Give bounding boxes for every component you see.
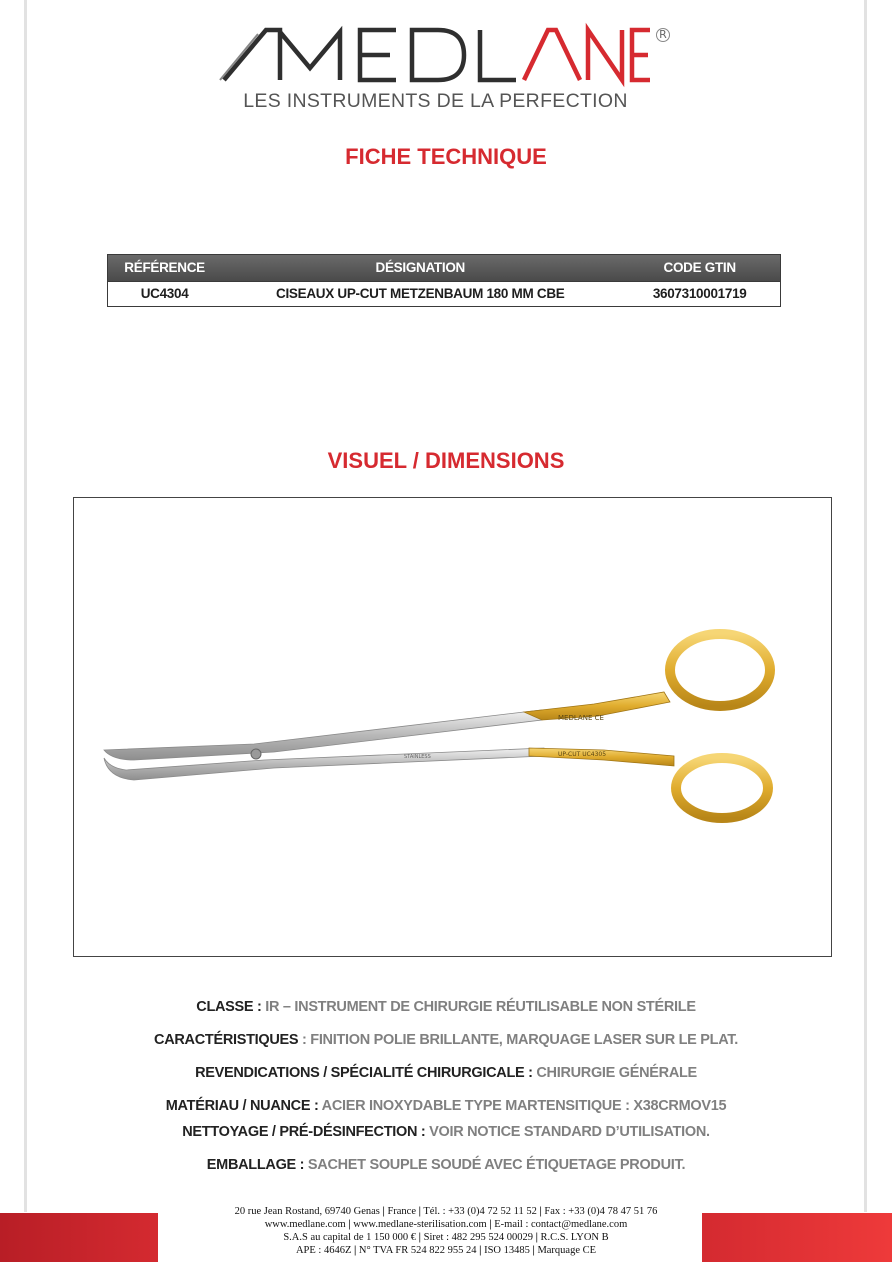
cell-designation: CISEAUX UP-CUT METZENBAUM 180 MM CBE bbox=[276, 286, 565, 301]
spec-classe: CLASSE : IR – INSTRUMENT DE CHIRURGIE RÉUTILISABLE NON STÉRILE bbox=[196, 999, 696, 1015]
brand-tagline: LES INSTRUMENTS DE LA PERFECTION bbox=[243, 90, 628, 112]
header-designation: DÉSIGNATION bbox=[375, 260, 465, 275]
reference-table bbox=[107, 254, 781, 307]
engraving-top: MEDLANE CE bbox=[558, 714, 604, 722]
engraving-bottom: UP-CUT UC4305 bbox=[558, 751, 607, 758]
scissors-image bbox=[74, 498, 831, 956]
visuel-dimensions-title: VISUEL / DIMENSIONS bbox=[327, 448, 565, 473]
left-margin-line bbox=[24, 0, 27, 1212]
engraving-shaft: STAINLESS bbox=[404, 754, 431, 760]
website-link[interactable]: www.medlane.com bbox=[264, 1219, 346, 1230]
footer-address bbox=[0, 1205, 892, 1257]
sterilisation-website-link[interactable]: www.medlane-sterilisation.com bbox=[353, 1219, 487, 1230]
logo-wordmark bbox=[218, 22, 658, 92]
right-margin-line bbox=[864, 0, 867, 1212]
header-reference: RÉFÉRENCE bbox=[124, 260, 205, 275]
footer-line-2: www.medlane.com | www.medlane-sterilisation.com | E-mail : contact@medlane.com bbox=[264, 1219, 628, 1230]
spec-nettoyage: NETTOYAGE / PRÉ-DÉSINFECTION : VOIR NOTICE STANDARD D’UTILISATION. bbox=[182, 1124, 710, 1140]
spec-emballage: EMBALLAGE : SACHET SOUPLE SOUDÉ AVEC ÉTIQUETAGE PRODUIT. bbox=[206, 1157, 686, 1173]
spec-materiau: MATÉRIAU / NUANCE : ACIER INOXYDABLE TYPE MARTENSITIQUE : X38CRMOV15 bbox=[165, 1098, 727, 1114]
table-row bbox=[108, 281, 780, 306]
registered-mark: R bbox=[656, 28, 670, 42]
email-link[interactable]: E-mail : contact@medlane.com bbox=[494, 1219, 628, 1230]
footer-line-4: APE : 4646Z | N° TVA FR 524 822 955 24 | ISO 13485 | Marquage CE bbox=[295, 1245, 597, 1256]
footer-line-1: 20 rue Jean Rostand, 69740 Genas | France | Tél. : +33 (0)4 72 52 11 52 | Fax : +33 (0)4 78 47 51 76 bbox=[234, 1206, 658, 1217]
footer-line-3: S.A.S au capital de 1 150 000 € | Siret : 482 295 524 00029 | R.C.S. LYON B bbox=[283, 1232, 609, 1243]
fiche-technique-title: FICHE TECHNIQUE bbox=[345, 144, 547, 169]
medlane-logo bbox=[218, 22, 678, 114]
cell-gtin: 3607310001719 bbox=[652, 286, 747, 301]
cell-reference: UC4304 bbox=[140, 286, 189, 301]
header-gtin: CODE GTIN bbox=[663, 260, 736, 275]
table-header-row bbox=[108, 255, 780, 281]
spec-caracteristiques: CARACTÉRISTIQUES : FINITION POLIE BRILLANTE, MARQUAGE LASER SUR LE PLAT. bbox=[154, 1032, 738, 1048]
visual-frame bbox=[73, 497, 832, 957]
spec-revendications: REVENDICATIONS / SPÉCIALITÉ CHIRURGICALE : CHIRURGIE GÉNÉRALE bbox=[195, 1065, 697, 1081]
